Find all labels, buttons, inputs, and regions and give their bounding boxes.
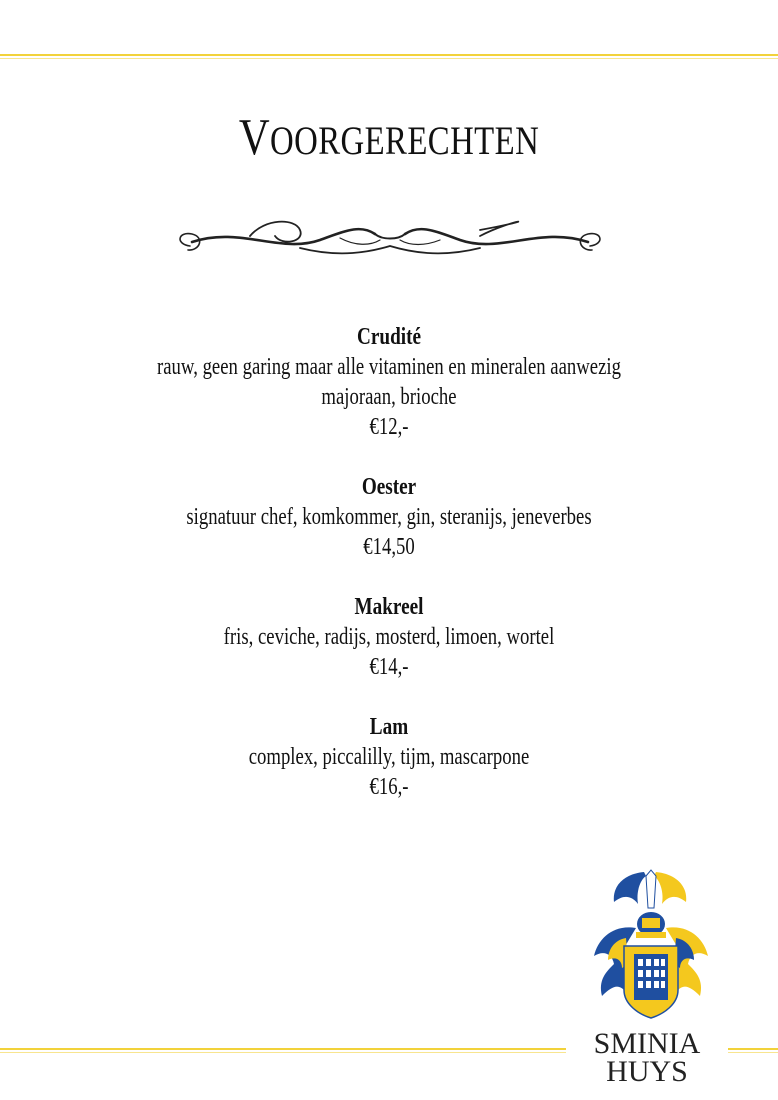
dish-name: Lam xyxy=(369,714,409,740)
dish-list xyxy=(0,322,778,832)
flourish-ornament-icon xyxy=(170,206,610,266)
dish-description: majoraan, brioche xyxy=(321,384,457,410)
dish-name: Oester xyxy=(361,474,417,500)
dish-price: €16,- xyxy=(369,774,409,800)
dish-crudite xyxy=(0,322,778,442)
dish-name: Makreel xyxy=(354,594,424,620)
page-title xyxy=(70,108,708,167)
page-title-text: VOORGERECHTEN xyxy=(238,109,540,166)
dish-description: fris, ceviche, radijs, mosterd, limoen, wortel xyxy=(223,624,555,650)
dish-description: rauw, geen garing maar alle vitaminen en mineralen aanwezig xyxy=(157,354,621,380)
top-gold-rule xyxy=(0,54,778,56)
dish-price: €12,- xyxy=(369,414,409,440)
bottom-gold-rule-right xyxy=(728,1048,778,1050)
dish-price: €14,50 xyxy=(363,534,415,560)
dish-price: €14,- xyxy=(369,654,409,680)
dish-description: signatuur chef, komkommer, gin, steranijs, jeneverbes xyxy=(186,504,592,530)
brand-name-line1: SMINIA xyxy=(593,1027,701,1060)
bottom-gold-rule-left xyxy=(0,1048,566,1050)
coat-of-arms-icon xyxy=(584,868,718,1022)
dish-description: complex, piccalilly, tijm, mascarpone xyxy=(248,744,530,770)
dish-makreel xyxy=(0,592,778,682)
brand-name-line2: HUYS xyxy=(606,1055,688,1088)
dish-name: Crudité xyxy=(357,324,421,350)
dish-lam xyxy=(0,712,778,802)
dish-oester xyxy=(0,472,778,562)
